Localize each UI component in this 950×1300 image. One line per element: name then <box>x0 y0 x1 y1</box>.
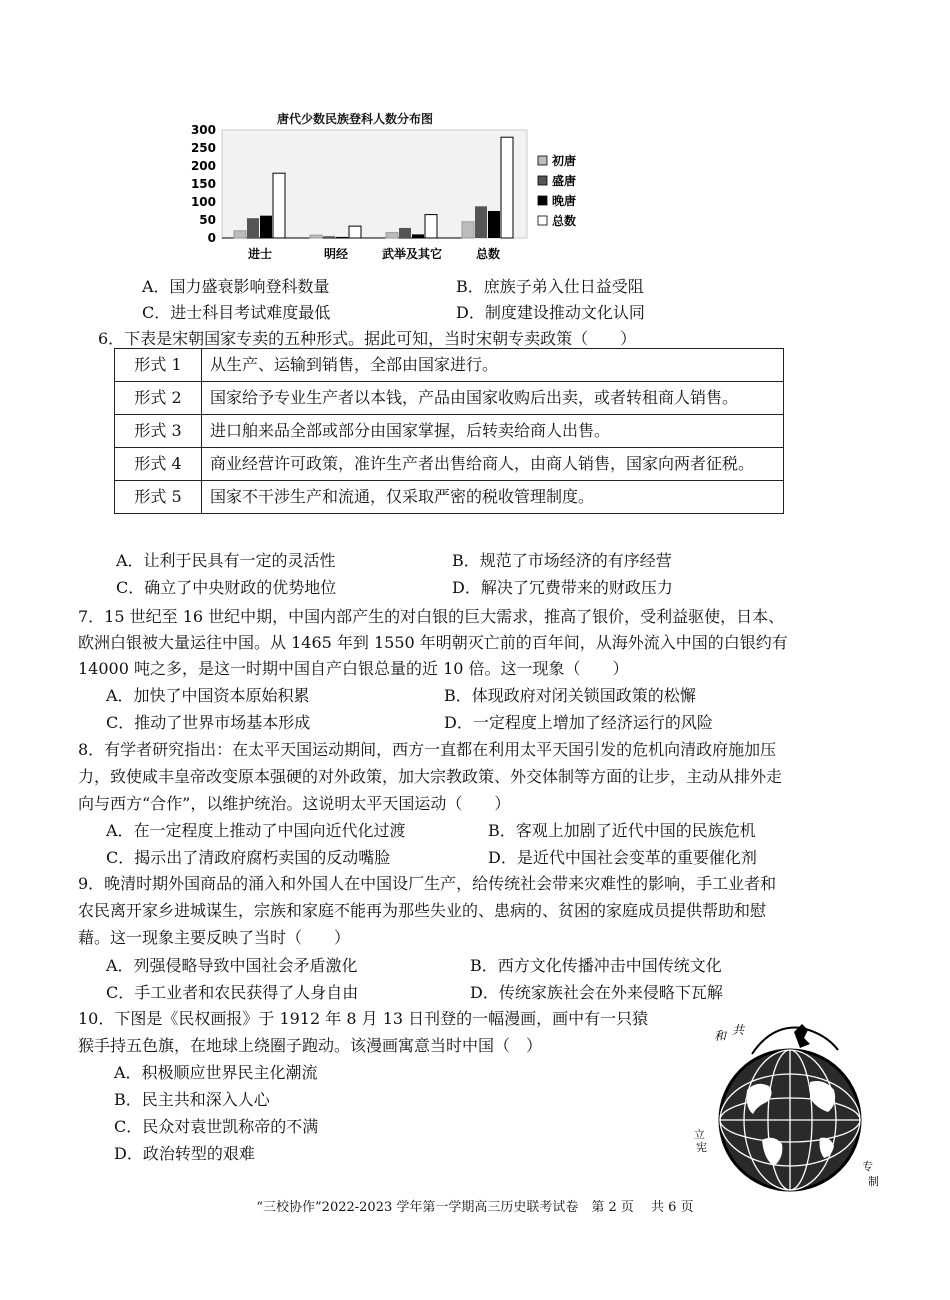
y-tick-label: 250 <box>190 141 216 155</box>
bar <box>386 233 398 238</box>
bar <box>234 231 246 238</box>
q7-option-b[interactable]: B．体现政府对闭关锁国政策的松懈 <box>444 686 696 705</box>
bar <box>260 216 272 238</box>
cartoon-word: 立 <box>694 1128 705 1141</box>
y-tick-label: 50 <box>199 213 216 227</box>
legend-label: 初唐 <box>552 154 577 168</box>
y-tick-label: 100 <box>190 195 216 209</box>
q10-option-b[interactable]: B．民主共和深入人心 <box>114 1090 270 1109</box>
bar <box>323 236 335 238</box>
q5-option-a[interactable]: A．国力盛衰影响登科数量 <box>142 277 330 296</box>
bar <box>488 211 500 238</box>
q7-line-2: 欧洲白银被大量运往中国。从 1465 年到 1550 年明朝灭亡前的百年间，从海外流入中国的白银约有 <box>78 633 788 652</box>
x-tick-label: 武举及其它 <box>381 247 443 261</box>
row-text: 商业经营许可政策，准许生产者出售给商人，由商人销售，国家向两者征税。 <box>202 448 784 481</box>
q8-line-3: 向与西方“合作”，以维护统治。这说明太平天国运动（ ） <box>78 794 511 813</box>
row-text: 国家给予专业生产者以本钱，产品由国家收购后出卖，或者转租商人销售。 <box>202 382 784 415</box>
q6-stem: 6．下表是宋朝国家专卖的五种形式。据此可知，当时宋朝专卖政策（ ） <box>98 329 637 348</box>
row-text: 从生产、运输到销售，全部由国家进行。 <box>202 349 784 382</box>
bar <box>349 226 361 238</box>
q9-option-d[interactable]: D．传统家族社会在外来侵略下瓦解 <box>470 983 723 1002</box>
q10-option-a[interactable]: A．积极顺应世界民主化潮流 <box>114 1063 318 1082</box>
cartoon-word: 和 <box>714 1029 727 1043</box>
legend-swatch <box>538 216 547 225</box>
q7-option-d[interactable]: D．一定程度上增加了经济运行的风险 <box>444 713 713 732</box>
q8-option-c[interactable]: C．揭示出了清政府腐朽卖国的反动嘴脸 <box>106 848 391 867</box>
row-text: 进口舶来品全部或部分由国家掌握，后转卖给商人出售。 <box>202 415 784 448</box>
q5-option-d[interactable]: D．制度建设推动文化认同 <box>456 303 645 322</box>
row-label: 形式 3 <box>115 415 202 448</box>
bar <box>336 237 348 238</box>
y-tick-label: 200 <box>190 159 216 173</box>
x-tick-label: 明经 <box>323 247 349 261</box>
bar <box>501 137 513 238</box>
y-tick-label: 0 <box>207 231 216 245</box>
bar <box>475 206 487 238</box>
q8-option-b[interactable]: B．客观上加剧了近代中国的民族危机 <box>488 821 756 840</box>
legend-label: 晚唐 <box>552 194 577 208</box>
row-label: 形式 1 <box>115 349 202 382</box>
q8-line-2: 力，致使咸丰皇帝改变原本强硬的对外政策，加大宗教政策、外交体制等方面的让步，主动从排外走 <box>78 767 783 786</box>
bar <box>310 235 322 238</box>
legend-label: 盛唐 <box>552 174 577 188</box>
legend-swatch <box>538 176 547 185</box>
legend-swatch <box>538 196 547 205</box>
q10-option-c[interactable]: C．民众对袁世凯称帝的不满 <box>114 1117 319 1136</box>
q8-line-1: 8．有学者研究指出：在太平天国运动期间，西方一直都在利用太平天国引发的危机向清政府施加压 <box>78 740 777 759</box>
q9-line-2: 农民离开家乡进城谋生，宗族和家庭不能再为那些失业的、患病的、贫困的家庭成员提供帮助和慰 <box>78 901 767 920</box>
page-footer: “三校协作”2022-2023 学年第一学期高三历史联考试卷 第 2 页 共 6 页 <box>256 1200 694 1215</box>
y-tick-label: 150 <box>190 177 216 191</box>
globe-cartoon-image <box>692 1020 882 1192</box>
cartoon-word: 专 <box>862 1160 873 1173</box>
y-tick-label: 300 <box>190 123 216 137</box>
table-row <box>115 448 784 481</box>
bar <box>425 215 437 238</box>
bar <box>273 173 285 238</box>
q9-line-1: 9．晚清时期外国商品的涌入和外国人在中国设厂生产，给传统社会带来灾难性的影响，手工业者和 <box>78 874 777 893</box>
bar <box>399 228 411 238</box>
row-label: 形式 4 <box>115 448 202 481</box>
q7-option-a[interactable]: A．加快了中国资本原始积累 <box>106 686 310 705</box>
x-tick-label: 总数 <box>475 247 501 261</box>
table-row <box>115 481 784 514</box>
legend-label: 总数 <box>552 214 577 228</box>
q9-option-c[interactable]: C．手工业者和农民获得了人身自由 <box>106 983 359 1002</box>
q9-line-3: 藉。这一现象主要反映了当时（ ） <box>78 928 351 947</box>
bar <box>462 222 474 238</box>
row-label: 形式 5 <box>115 481 202 514</box>
q7-option-c[interactable]: C．推动了世界市场基本形成 <box>106 713 311 732</box>
chart-svg <box>182 104 577 272</box>
bar <box>247 218 259 238</box>
q5-option-c[interactable]: C．进士科目考试难度最低 <box>142 303 331 322</box>
table-row <box>115 415 784 448</box>
table-row <box>115 349 784 382</box>
bar <box>412 234 424 238</box>
q10-option-d[interactable]: D．政治转型的艰难 <box>114 1144 255 1163</box>
cartoon-word: 宪 <box>696 1141 707 1154</box>
chart-title: 唐代少数民族登科人数分布图 <box>277 112 434 126</box>
q7-line-3: 14000 吨之多，是这一时期中国自产白银总量的近 10 倍。这一现象（ ） <box>78 659 629 678</box>
legend-swatch <box>538 156 547 165</box>
q8-option-d[interactable]: D．是近代中国社会变革的重要催化剂 <box>488 848 757 867</box>
q7-line-1: 7．15 世纪至 16 世纪中期，中国内部产生的对白银的巨大需求，推高了银价，受利益驱使，日本、 <box>78 607 785 626</box>
q9-option-a[interactable]: A．列强侵略导致中国社会矛盾激化 <box>106 956 358 975</box>
table-row <box>115 382 784 415</box>
q6-table <box>114 348 784 514</box>
row-label: 形式 2 <box>115 382 202 415</box>
cartoon-word: 制 <box>868 1175 879 1188</box>
q10-line-1: 10．下图是《民权画报》于 1912 年 8 月 13 日刊登的一幅漫画，画中有一只猿 <box>78 1009 649 1028</box>
q6-option-c[interactable]: C．确立了中央财政的优势地位 <box>116 578 337 597</box>
q9-option-b[interactable]: B．西方文化传播冲击中国传统文化 <box>470 956 722 975</box>
q5-chart <box>182 104 577 272</box>
q6-option-b[interactable]: B．规范了市场经济的有序经营 <box>452 551 672 570</box>
q6-option-a[interactable]: A．让利于民具有一定的灵活性 <box>116 551 336 570</box>
q6-option-d[interactable]: D．解决了冗费带来的财政压力 <box>452 578 673 597</box>
x-tick-label: 进士 <box>247 247 273 261</box>
q10-line-2: 猴手持五色旗，在地球上绕圈子跑动。该漫画寓意当时中国（ ） <box>78 1036 543 1055</box>
q8-option-a[interactable]: A．在一定程度上推动了中国向近代化过渡 <box>106 821 406 840</box>
q10-cartoon <box>692 1020 882 1192</box>
row-text: 国家不干涉生产和流通，仅采取严密的税收管理制度。 <box>202 481 784 514</box>
q5-option-b[interactable]: B．庶族子弟入仕日益受阻 <box>456 277 644 296</box>
cartoon-word: 共 <box>732 1023 745 1037</box>
